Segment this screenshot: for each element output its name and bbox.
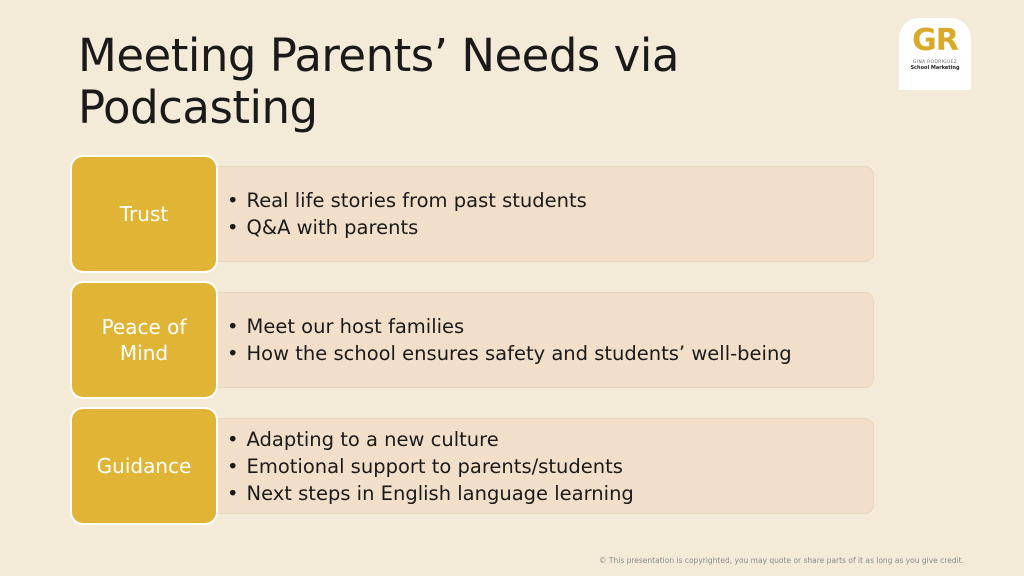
need-tile: Trust: [70, 155, 218, 273]
bullet-list: [227, 281, 864, 399]
need-tile: Peace of Mind: [70, 281, 218, 399]
bullet-item: • Real life stories from past students: [227, 187, 864, 214]
bullet-item: • Meet our host families: [227, 313, 864, 340]
bullet-item: • Next steps in English language learning: [227, 480, 864, 507]
logo-subtitle: School Marketing: [910, 65, 960, 71]
brand-logo: [899, 18, 971, 90]
logo-mark: GR: [912, 23, 958, 58]
bullet-list: [227, 155, 864, 273]
copyright-footer: © This presentation is copyrighted, you may quote or share parts of it as long as you give credit.: [599, 556, 964, 565]
slide-title: Meeting Parents’ Needs via Podcasting: [78, 29, 679, 134]
need-row-trust: [70, 155, 874, 273]
need-row-peace-of-mind: [70, 281, 874, 399]
bullet-item: • Emotional support to parents/students: [227, 453, 864, 480]
need-tile: Guidance: [70, 407, 218, 525]
bullet-item: • Adapting to a new culture: [227, 426, 864, 453]
bullet-list: [227, 407, 864, 525]
logo-name: GINA RODRIGUEZ: [912, 60, 958, 65]
bullet-item: • Q&A with parents: [227, 214, 864, 241]
bullet-item: • How the school ensures safety and students’ well-being: [227, 340, 864, 367]
need-row-guidance: [70, 407, 874, 525]
